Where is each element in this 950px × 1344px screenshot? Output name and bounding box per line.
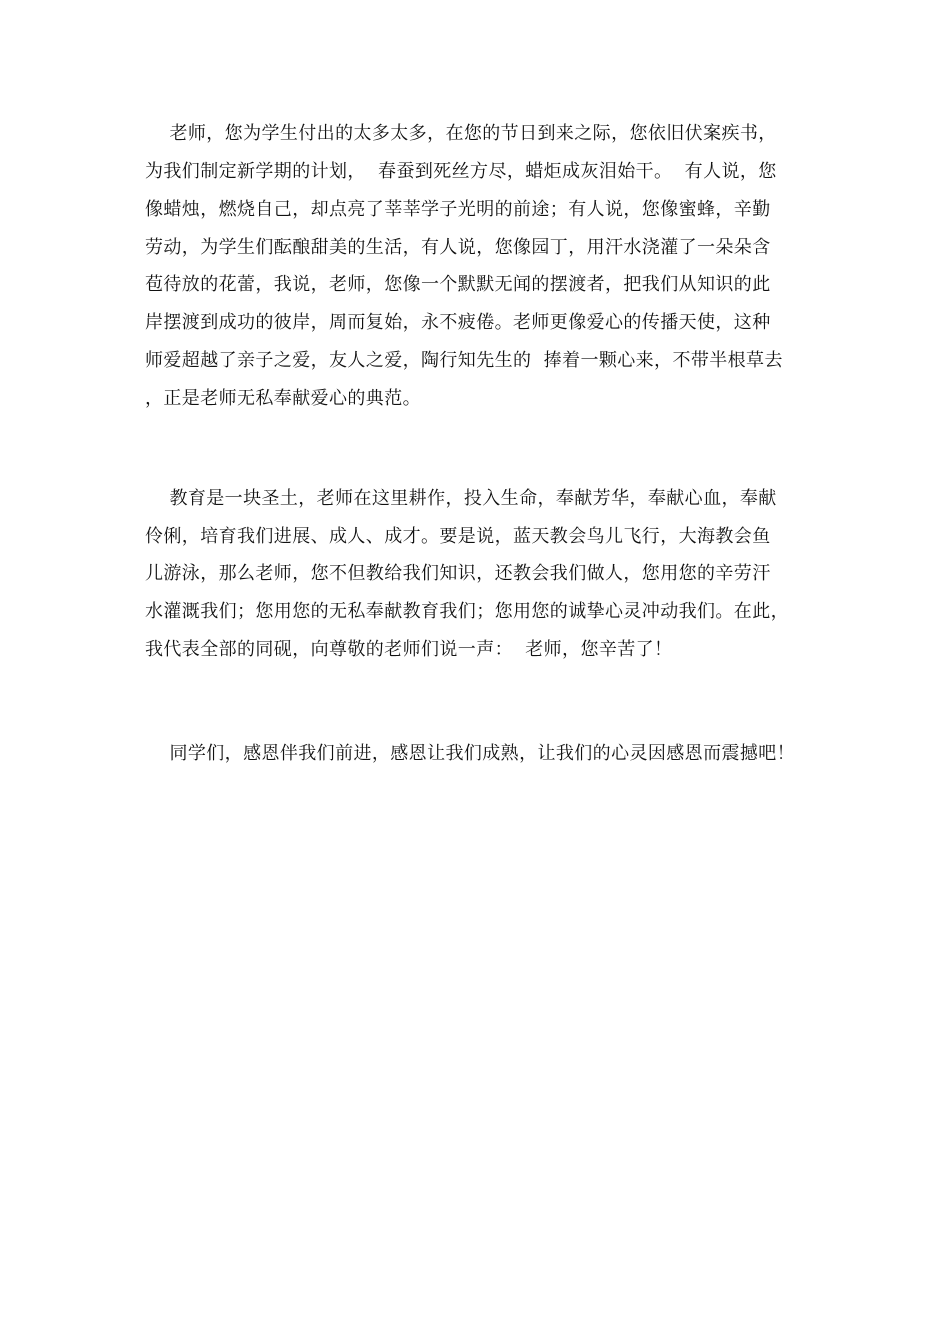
paragraph-line: 同学们，感恩伴我们前进，感恩让我们成熟，让我们的心灵因感恩而震撼吧！: [145, 743, 796, 764]
paragraph-line: 劳动，为学生们酝酿甜美的生活，有人说，您像园丁，用汗水浇灌了一朵朵含: [145, 237, 771, 258]
paragraph-line: 我代表全部的同砚，向尊敬的老师们说一声： 老师，您辛苦了！: [145, 639, 673, 660]
paragraph-line: 像蜡烛，燃烧自己，却点亮了莘莘学子光明的前途；有人说，您像蜜蜂，辛勤: [145, 199, 771, 220]
paragraph-line: 教育是一块圣土，老师在这里耕作，投入生命，奉献芳华，奉献心血，奉献: [145, 488, 777, 509]
paragraph-line: 水灌溉我们；您用您的无私奉献教育我们；您用您的诚挚心灵冲动我们。在此，: [145, 601, 789, 622]
paragraph-line: ，正是老师无私奉献爱心的典范。: [145, 388, 421, 409]
paragraph-line: 老师，您为学生付出的太多太多，在您的节日到来之际，您依旧伏案疾书，: [145, 123, 777, 144]
paragraph-line: 伶俐，培育我们进展、成人、成才。要是说，蓝天教会鸟儿飞行，大海教会鱼: [145, 526, 771, 547]
paragraph-line: 苞待放的花蕾，我说，老师，您像一个默默无闻的摆渡者，把我们从知识的此: [145, 274, 771, 295]
paragraph-line: 为我们制定新学期的计划， 春蚕到死丝方尽，蜡炬成灰泪始干。 有人说，您: [145, 161, 777, 182]
paragraph-line: 岸摆渡到成功的彼岸，周而复始，永不疲倦。老师更像爱心的传播天使，这种: [145, 312, 771, 333]
paragraph-line: 师爱超越了亲子之爱，友人之爱，陶行知先生的 捧着一颗心来，不带半根草去: [145, 350, 783, 371]
paragraph-line: 儿游泳，那么老师，您不但教给我们知识，还教会我们做人，您用您的辛劳汗: [145, 563, 771, 584]
